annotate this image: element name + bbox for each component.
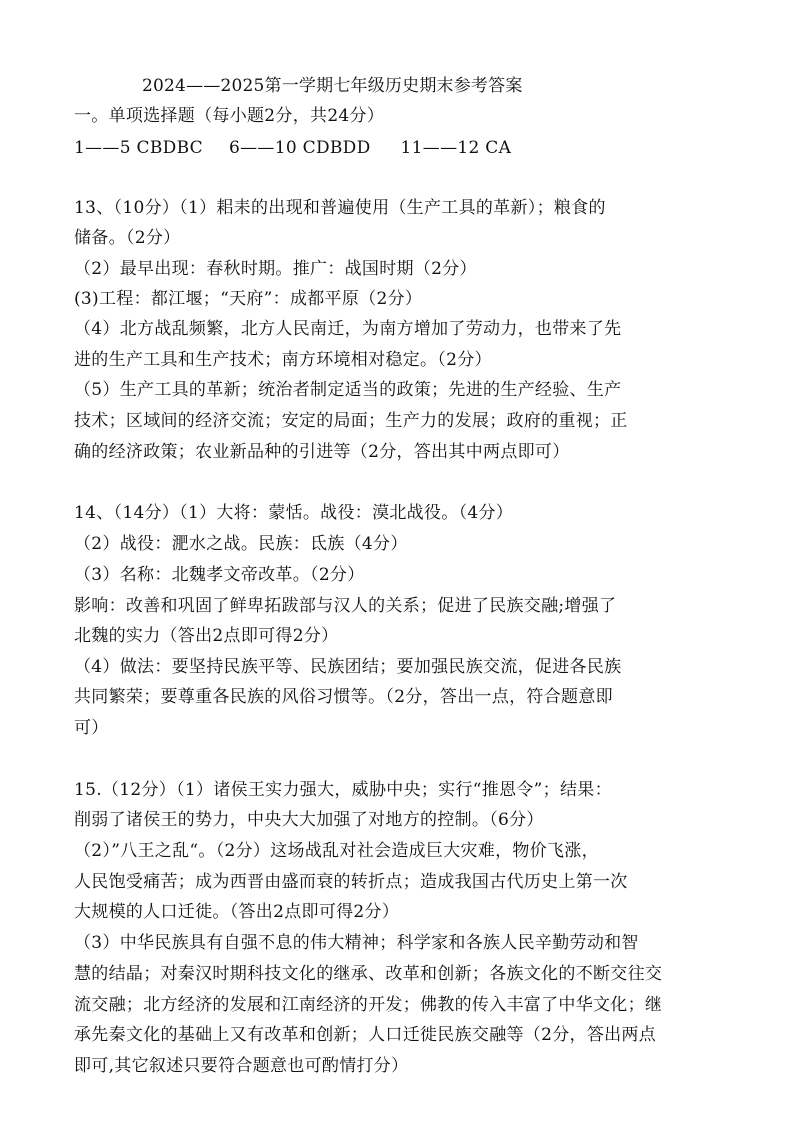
q14-line: （2）战役：淝水之战。民族：氐族（4分）	[74, 534, 408, 554]
q14-line: 14、（14分）（1）大将：蒙恬。战役：漠北战役。（4分）	[74, 503, 514, 523]
q15-line: 流交融；北方经济的发展和江南经济的开发；佛教的传入丰富了中华文化；继	[74, 995, 663, 1015]
choice-answers-11-12: 11——12 CA	[400, 138, 512, 158]
q15-line: （3）中华民族具有自强不息的伟大精神；科学家和各族人民辛勤劳动和智	[74, 933, 639, 953]
q13-line: 进的生产工具和生产技术；南方环境相对稳定。（2分）	[74, 350, 492, 370]
q15-line: 慧的结晶；对秦汉时期科技文化的继承、改革和创新；各族文化的不断交往交	[74, 964, 663, 984]
q13-line: （4）北方战乱频繁，北方人民南迁，为南方增加了劳动力，也带来了先	[74, 319, 622, 339]
q15-line: 15.（12分）（1）诸侯王实力强大，威胁中央；实行“推恩令”；结果：	[74, 780, 612, 800]
q14-line: 可）	[74, 718, 109, 738]
q15-line: 人民饱受痛苦；成为西晋由盛而衰的转折点；造成我国古代历史上第一次	[74, 872, 628, 892]
q15-line: （2）”八王之乱“。（2分）这场战乱对社会造成巨大灾难，物价飞涨，	[74, 841, 599, 861]
q13-line: 储备。（2分）	[74, 228, 181, 248]
q14-line: （3）名称：北魏孝文帝改革。（2分）	[74, 565, 365, 585]
choice-answers-1-5: 1——5 CBDBC	[74, 138, 203, 158]
q14-line: （4）做法：要坚持民族平等、民族团结；要加强民族交流，促进各民族	[74, 657, 622, 677]
q13-line: 技术；区域间的经济交流；安定的局面；生产力的发展；政府的重视；正	[74, 411, 628, 431]
q13-line: (3)工程：都江堰；“天府”：成都平原（2分）	[74, 289, 423, 309]
q15-line: 即可,其它叙述只要符合题意也可酌情打分）	[74, 1056, 409, 1076]
section1-heading: 一。单项选择题（每小题2分，共24分）	[74, 106, 385, 126]
q15-line: 大规模的人口迁徙。（答出2点即可得2分）	[74, 902, 400, 922]
q13-line: （2）最早出现：春秋时期。推广：战国时期（2分）	[74, 259, 477, 279]
choice-answers-6-10: 6——10 CDBDD	[228, 138, 371, 158]
q14-line: 共同繁荣；要尊重各民族的风俗习惯等。（2分，答出一点，符合题意即	[74, 687, 613, 707]
q15-line: 承先秦文化的基础上又有改革和创新；人口迁徙民族交融等（2分，答出两点	[74, 1025, 657, 1045]
q14-line: 影响：改善和巩固了鲜卑拓跋部与汉人的关系；促进了民族交融;增强了	[74, 596, 617, 616]
choice-answers-row	[74, 136, 511, 160]
q14-line: 北魏的实力（答出2点即可得2分）	[74, 626, 339, 646]
q13-line: 13、（10分）（1）耜耒的出现和普遍使用（生产工具的革新）；粮食的	[74, 198, 606, 218]
q13-line: 确的经济政策；农业新品种的引进等（2分，答出其中两点即可）	[74, 442, 570, 462]
q15-line: 削弱了诸侯王的势力，中央大大加强了对地方的控制。（6分）	[74, 810, 544, 830]
q13-line: （5）生产工具的革新；统治者制定适当的政策；先进的生产经验、生产	[74, 380, 622, 400]
page-title: 2024——2025第一学期七年级历史期末参考答案	[142, 76, 523, 96]
